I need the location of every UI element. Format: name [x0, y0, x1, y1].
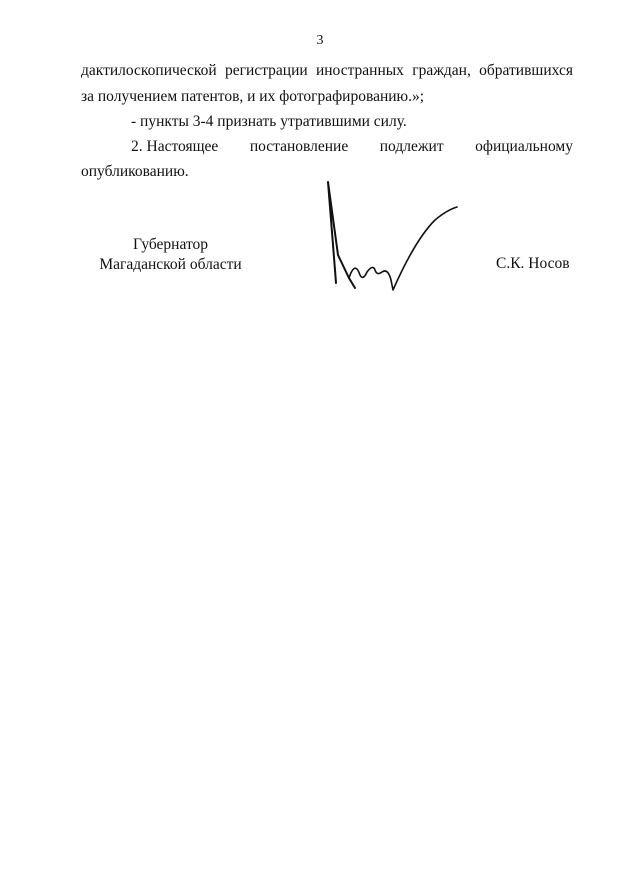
page-number: 3 — [316, 33, 324, 48]
word: 2. Настоящее — [131, 138, 219, 155]
signatory-title — [88, 235, 253, 275]
word: дактилоскопической — [81, 62, 217, 79]
signatory-title-line2: Магаданской области — [99, 256, 242, 273]
paragraph2-line2: опубликованию. — [81, 163, 189, 180]
paragraph1-line1 — [81, 62, 573, 80]
signatory-name: С.К. Носов — [496, 255, 570, 272]
bullet-item: - пункты 3-4 признать утратившими силу. — [131, 113, 407, 130]
word: обратившихся — [479, 62, 573, 79]
paragraph2-line1 — [81, 138, 573, 156]
word: официальному — [475, 138, 573, 155]
handwritten-signature-icon — [325, 180, 465, 300]
paragraph1-line2: за получением патентов, и их фотографированию.»; — [81, 88, 425, 105]
word: иностранных — [315, 62, 404, 79]
word: граждан, — [412, 62, 471, 79]
word: подлежит — [379, 138, 444, 155]
word: постановление — [249, 138, 349, 155]
word: регистрации — [225, 62, 308, 79]
signatory-title-line1: Губернатор — [132, 236, 209, 253]
